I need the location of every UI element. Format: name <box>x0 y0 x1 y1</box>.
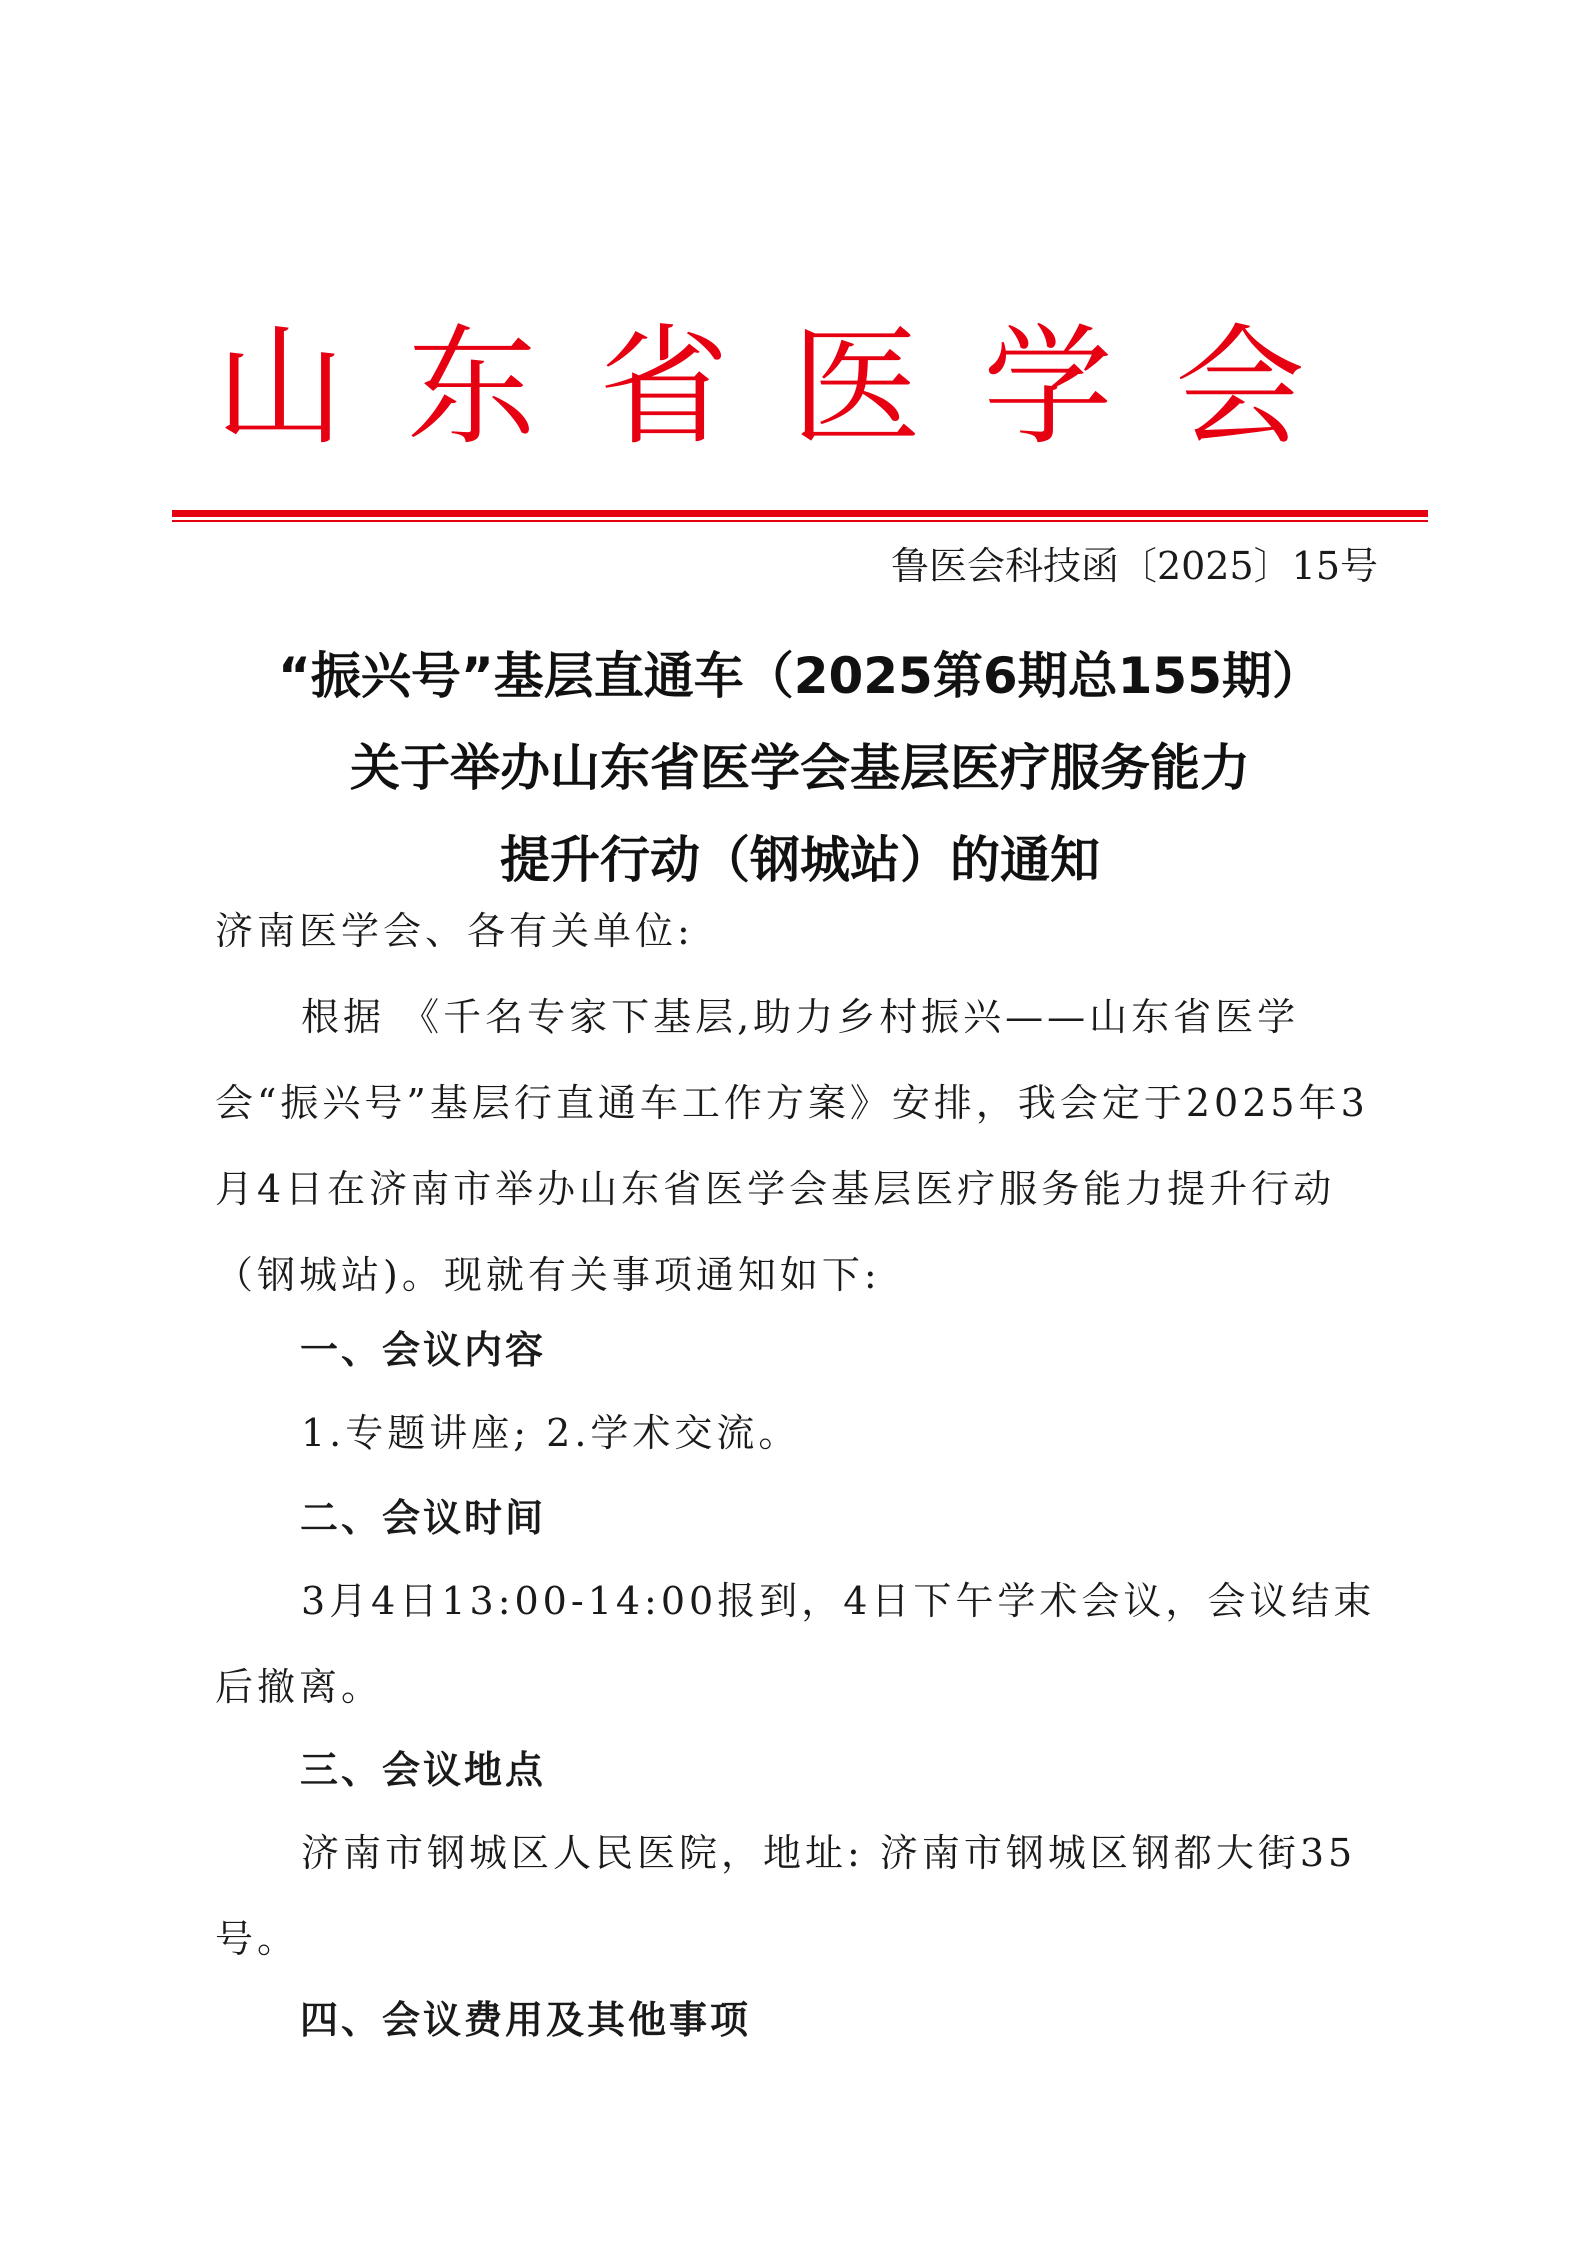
letterhead-organization: 山东省医学会 <box>215 311 1368 463</box>
letterhead-rule-thin <box>172 520 1428 522</box>
title-line-2: 关于举办山东省医学会基层医疗服务能力 <box>350 739 1250 797</box>
section-heading-time: 二、会议时间 <box>300 1496 547 1540</box>
section-heading-content: 一、会议内容 <box>300 1328 547 1372</box>
section-heading-fees: 四、会议费用及其他事项 <box>300 1998 752 2042</box>
document-number: 鲁医会科技函〔2025〕15号 <box>890 544 1378 588</box>
intro-paragraph: 根据 《千名专家下基层,助力乡村振兴——山东省医学会“振兴号”基层行直通车工作方案》安排，我会定于2025年3月4日在济南市举办山东省医学会基层医疗服务能力提升行动（钢城站)。现就有关事项通知如下: <box>215 995 1369 1297</box>
title-line-3: 提升行动（钢城站）的通知 <box>500 831 1100 889</box>
letterhead-rule-thick <box>172 510 1428 517</box>
salutation: 济南医学会、各有关单位: <box>215 909 694 953</box>
section-text-content: 1.专题讲座; 2.学术交流。 <box>301 1411 801 1455</box>
section-text-location: 济南市钢城区人民医院，地址: 济南市钢城区钢都大街35号。 <box>215 1831 1357 1961</box>
title-line-1: “振兴号”基层直通车（2025第6期总155期） <box>277 647 1323 705</box>
section-text-time: 3月4日13:00-14:00报到，4日下午学术会议，会议结束后撤离。 <box>215 1579 1376 1709</box>
document-title <box>172 630 1428 906</box>
section-heading-location: 三、会议地点 <box>300 1748 547 1792</box>
